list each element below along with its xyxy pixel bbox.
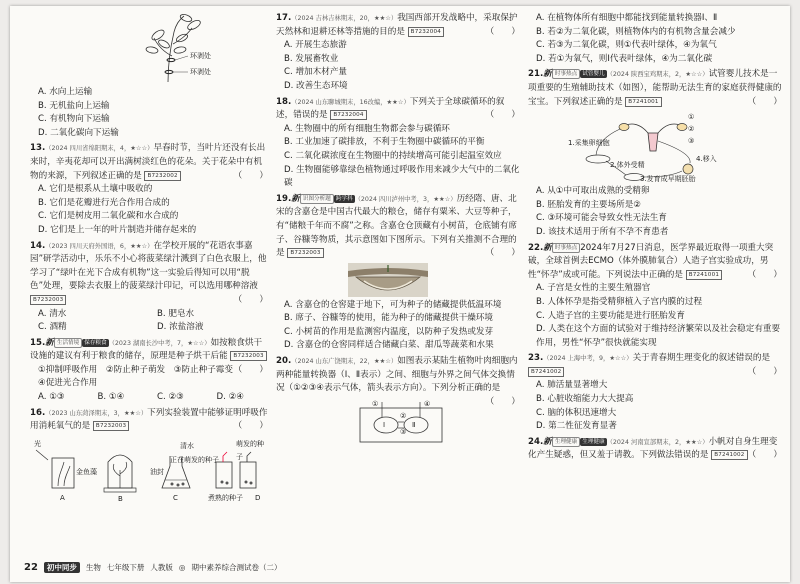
- q20-option-c: C. 若③为二氧化碳，则①代表叶绿体，④为氧气: [536, 40, 717, 51]
- q19-tag-1: 识图分析题: [300, 194, 334, 204]
- column-left: [30, 12, 268, 504]
- q21-tag-2: 试管婴儿: [582, 71, 605, 78]
- q20-figure: [276, 398, 520, 446]
- q23-option-b: B. 心脏收缩能力大大提高: [536, 394, 634, 405]
- q16-number: 16.: [30, 407, 46, 418]
- footer-title: 期中素养综合测试卷（二）: [191, 562, 282, 572]
- q21-source: （2024 陕西宝鸡期末，2，★☆☆）: [606, 71, 709, 79]
- q18-code: B7232004: [330, 110, 366, 120]
- column-middle: [276, 12, 520, 448]
- q22-tag-1: 时事热点: [552, 243, 580, 253]
- question-16: [30, 407, 268, 434]
- fig16-label-cooked: 煮熟的种子: [208, 493, 243, 502]
- fig21-label-2: ②: [688, 125, 695, 134]
- tree-branch-ring-bark-figure: [110, 14, 230, 84]
- q15-option-d: D. ②④: [216, 392, 244, 403]
- new-badge-icon: 新: [543, 436, 552, 447]
- q13-code: B7232002: [144, 171, 180, 181]
- q17-option-a: A. 开展生态旅游: [284, 40, 347, 51]
- q21-option-c: C. ③环境可能会导致女性无法生育: [536, 213, 667, 224]
- fig-label-ring-1: 环剥处: [190, 52, 211, 60]
- q20-answer-paren: （ ）: [485, 396, 520, 407]
- q15-tag-2: 保存粮食: [84, 339, 107, 346]
- series-brand: 初中同步: [44, 562, 80, 573]
- fig16-letter-b: B: [118, 494, 123, 503]
- q20-number: 20.: [276, 356, 292, 367]
- q17-number: 17.: [276, 13, 292, 23]
- q18-option-c: C. 二氧化碳浓度在生物圈中的持续增高可能引起温室效应: [284, 150, 502, 161]
- q15-answer-paren: （ ）: [233, 364, 268, 375]
- q19-number: 19.: [276, 193, 292, 204]
- question-19-options: [276, 299, 520, 353]
- question-24: [528, 436, 782, 463]
- q23-option-a: A. 肺活量显著增大: [536, 380, 608, 391]
- q16-answer-paren: （ ）: [233, 421, 268, 432]
- q20-source: （2024 山东广饶期末，22，★★☆）: [291, 358, 398, 366]
- fig20-label-2: ②: [400, 411, 407, 420]
- fig21-step-4: 4.移入: [696, 155, 717, 164]
- q17-option-c: C. 增加木材产量: [284, 67, 348, 78]
- q15-option-a: A. ①③: [38, 392, 65, 403]
- question-22: [528, 242, 782, 351]
- q14-code: B7232003: [30, 295, 66, 305]
- q23-option-c: C. 脑的体积迅速增大: [536, 407, 617, 418]
- page-number: 22: [24, 561, 38, 573]
- q13-option-c: C. 它们是树皮用二氧化碳和水合成的: [38, 211, 179, 222]
- q15-option-b: B. ①④: [97, 392, 125, 403]
- fig21-step-1: 1.采集卵细胞: [568, 139, 610, 148]
- q22-number: 22.: [528, 242, 544, 253]
- q14-answer-paren: （ ）: [233, 294, 268, 305]
- q21-figure: [528, 111, 782, 183]
- q23-option-d: D. 第二性征发育显著: [536, 421, 617, 432]
- q23-code: B7241002: [528, 367, 564, 377]
- q20-option-d: D. 若①为氧气，则Ⅰ代表叶绿体，④为二氧化碳: [536, 53, 713, 64]
- q18-stem: 下列关于全球碳循环的叙述，错误的是: [276, 96, 505, 121]
- q22-answer-paren: （ ）: [747, 269, 782, 280]
- q22-code: B7241001: [686, 270, 722, 280]
- q12-option-b: B. 无机盐向上运输: [38, 100, 110, 111]
- question-20: [276, 355, 520, 407]
- q21-option-a: A. 从①中可取出成熟的受精卵: [536, 186, 650, 197]
- q18-answer-paren: （ ）: [485, 110, 520, 121]
- q19-tag-2: 跨学科: [335, 195, 353, 202]
- q13-option-a: A. 它们是根系从土壤中吸收的: [38, 184, 153, 195]
- q15-stem: 如按粮食烘干设施的建议有利于粮食的储存，原理是种子烘干后能: [30, 337, 263, 362]
- q13-option-b: B. 它们是花瓣进行光合作用合成的: [38, 197, 170, 208]
- fig20-label-I: Ⅰ: [383, 420, 386, 429]
- q17-option-d: D. 改善生态环境: [284, 80, 348, 91]
- fig16-label-pondweed: 金鱼藻: [76, 467, 97, 476]
- exam-page: [10, 6, 790, 582]
- footer-edition: 人教版: [150, 562, 173, 572]
- q15-option-c: C. ②③: [157, 392, 184, 403]
- q20-option-b: B. 若②为二氧化碳，则植物体内的有机物含量会减少: [536, 26, 736, 37]
- q14-option-b: B. 肥皂水: [157, 308, 195, 319]
- q14-number: 14.: [30, 240, 46, 251]
- q21-options: [528, 185, 782, 239]
- q18-option-b: B. 工业加速了碳排放，不利于生物圈中碳循环的平衡: [284, 137, 485, 148]
- q14-option-d: D. 浓盐溶液: [157, 322, 204, 333]
- question-17: [276, 12, 520, 94]
- q15-statement-1: ①抑制呼吸作用 ②防止种子萌发 ③防止种子霉变: [38, 364, 233, 375]
- q19-figure: [276, 263, 520, 297]
- question-23: [528, 352, 782, 434]
- q17-source: （2024 吉林吉林期末，20，★★☆）: [291, 15, 398, 22]
- q14-option-c: C. 酒精: [38, 322, 67, 333]
- q15-source: （2023 湖南长沙中考，7，★☆☆）: [108, 339, 211, 347]
- fig20-label-4: ④: [424, 399, 431, 408]
- fig16-letter-c: C: [173, 493, 178, 502]
- q15-number: 15.: [30, 337, 46, 348]
- q18-option-a: A. 生物圈中的所有细胞生物都会参与碳循环: [284, 123, 450, 134]
- q24-number: 24.: [528, 436, 544, 447]
- q18-number: 18.: [276, 96, 292, 107]
- q15-code: B7232003: [230, 351, 266, 361]
- new-badge-icon: 新: [291, 193, 300, 204]
- q13-source: （2024 四川省绵阳期末，4，★☆☆）: [45, 145, 154, 153]
- q21-answer-paren: （ ）: [747, 96, 782, 107]
- fig20-label-II: Ⅱ: [412, 420, 416, 429]
- question-15: [30, 337, 268, 405]
- q21-option-b: B. 胚胎发育的主要场所是②: [536, 199, 642, 210]
- q23-source: （2024 上海中考，9，★☆☆）: [543, 355, 633, 363]
- question-19: [276, 193, 520, 261]
- q13-answer-paren: （ ）: [233, 170, 268, 181]
- question-18: [276, 96, 520, 191]
- q20-option-a: A. 在植物体所有细胞中都能找到能量转换器Ⅰ、Ⅱ: [536, 13, 718, 23]
- fig16-label-germinating: 正在萌发的种子: [170, 455, 219, 464]
- q16-figure: [30, 436, 268, 502]
- fig21-step-2: 2.体外受精: [610, 161, 645, 170]
- q17-code: B7232004: [408, 27, 444, 37]
- q23-answer-paren: （ ）: [747, 366, 782, 377]
- q24-tag-1: 生理健康: [552, 437, 580, 447]
- fig16-label-sprouting: 萌发的种子: [236, 439, 264, 462]
- q17-option-b: B. 发展畜牧业: [284, 53, 339, 64]
- q19-answer-paren: （ ）: [485, 248, 520, 259]
- q13-number: 13.: [30, 143, 46, 154]
- q13-stem: 早春时节，当叶片还没有长出来时，辛夷花却可以开出满树淡红色的花朵。关于花朵中有机物的来源，下列叙述正确的是: [30, 143, 266, 181]
- q19-stem: 历经隋、唐、北宋的含嘉仓是中国古代最大的粮仓，储存有粟米、大豆等种子，有“储粮千年而不腐”之称。含嘉仓仓顶藏有小树苗，仓底铺有席子、谷糠等物质，其示意图如下图所示。下列有关推测不合理的是: [276, 193, 517, 259]
- q13-option-d: D. 它们是上一年的叶片制造并储存起来的: [38, 224, 197, 235]
- q21-option-d: D. 该技术适用于所有不孕不育患者: [536, 226, 669, 237]
- q19-option-b: B. 席子、谷糠等的使用，能为种子的储藏提供干燥环境: [284, 313, 494, 324]
- q22-option-b: B. 人体怀孕是指受精卵植入子宫内膜的过程: [536, 296, 703, 307]
- q12-option-a: A. 水向上运输: [38, 87, 93, 97]
- q14-option-a: A. 清水: [38, 308, 67, 319]
- q24-source: （2024 河南宣部期末，2，★★☆）: [606, 438, 709, 446]
- q21-number: 21.: [528, 69, 544, 80]
- q19-source: （2024 四川泸州中考，3，★★☆）: [354, 195, 457, 203]
- q19-option-c: C. 小树苗的作用是监测窖内温度，以防种子发热或发芽: [284, 326, 494, 337]
- q19-code: B7232003: [287, 248, 323, 258]
- fig16-label-light: 光: [34, 439, 41, 448]
- page-footer: [24, 560, 281, 574]
- q15-statement-2: ④促进光合作用: [38, 378, 98, 389]
- q15-tag-1: 生活情境: [54, 338, 82, 348]
- q17-stem: 我国西部开发战略中，采取保护天然林和退耕还林等措施的目的是: [276, 13, 518, 37]
- q20-options: [528, 12, 782, 66]
- target-icon: ◎: [178, 562, 186, 572]
- q24-tag-2: 生理健康: [582, 438, 605, 445]
- q14-source: （2023 四川天府外国语，6，★★☆）: [45, 242, 154, 250]
- q19-option-d: D. 含嘉仓的仓窖同样适合储藏白菜、甜瓜等蔬菜和水果: [284, 340, 494, 351]
- q18-source: （2024 山东聊城期末，16改编，★★☆）: [291, 98, 410, 106]
- q20-stem: 如图表示某陆生植物叶肉细胞内两种能量转换器（Ⅰ、Ⅱ表示）之间、细胞与外界之间气体交换情况（①②③④表示气体，箭头表示方向）。下列分析正确的是: [276, 356, 518, 394]
- q21-stem: 试管婴儿技术是一项重要的生殖辅助技术（如图），能帮助无法生育的家庭获得健康的宝宝。下列叙述正确的是: [528, 69, 782, 107]
- q12-option-c: C. 有机物向下运输: [38, 114, 110, 125]
- q12-options: [30, 86, 268, 140]
- question-14: [30, 240, 268, 335]
- footer-subject: 生物: [85, 562, 101, 572]
- q21-tag-1: 时事热点: [552, 69, 580, 79]
- footer-grade: 七年级下册: [106, 562, 145, 572]
- fig-label-ring-2: 环剥处: [190, 68, 211, 76]
- q22-option-a: A. 子宫是女性的主要生殖器官: [536, 283, 651, 294]
- column-right: [528, 12, 782, 465]
- fig16-label-oil: 油封: [150, 467, 164, 476]
- fig21-step-3: 3.发育成早期胚胎: [640, 175, 696, 184]
- q23-number: 23.: [528, 353, 544, 364]
- fig21-label-1: ①: [688, 113, 695, 122]
- fig16-label-water: 清水: [180, 441, 194, 450]
- q12-figure: [30, 14, 268, 84]
- q16-code: B7232003: [93, 421, 129, 431]
- q14-stem: 在学校开展的“花语农事嘉园”研学活动中，乐乐不小心将菠菜绿汁溅到了白色衣服上，他学习了“绿叶在光下合成有机物”这一实验后得知可以用“脱色”处理，要除去衣服上的菠菜绿汁印记，可以选用哪种溶液: [30, 240, 267, 292]
- q17-answer-paren: （ ）: [485, 26, 520, 37]
- question-13: [30, 142, 268, 237]
- q16-source: （2023 山东菏泽期末，3，★★☆）: [45, 409, 148, 417]
- q16-stem: 下列实验装置中能够证明呼吸作用消耗氧气的是: [30, 407, 268, 432]
- question-21: [528, 68, 782, 109]
- fig20-label-1: ①: [372, 399, 379, 408]
- q18-option-d: D. 生物圈能够靠绿色植物通过呼吸作用来减少大气中的二氧化碳: [284, 164, 520, 189]
- q22-option-c: C. 人造子宫的主要功能是进行胚胎发育: [536, 310, 685, 321]
- q21-code: B7241001: [625, 97, 661, 107]
- new-badge-icon: 新: [543, 242, 552, 253]
- granary-pit-figure: [348, 263, 428, 297]
- fig16-letter-a: A: [60, 493, 65, 502]
- fig21-label-3: ③: [688, 137, 695, 146]
- q23-stem: 关于青春期生理变化的叙述错误的是: [632, 353, 771, 364]
- q24-code: B7241002: [711, 450, 747, 460]
- q24-answer-paren: （ ）: [747, 450, 782, 461]
- new-badge-icon: 新: [45, 337, 54, 348]
- q22-stem: 2024年7月27日消息，医学界最近取得一项重大突破，全球首例去ECMO（体外膜肺氧合）人造子宫实验成功，男性“怀孕”成或可能。下列说法中正确的是: [528, 242, 774, 280]
- fig16-letter-d: D: [255, 493, 261, 502]
- q24-stem: 小帆对自身生理变化产生疑惑，但又羞于请教。下列做法错误的是: [528, 436, 778, 461]
- q22-option-d: D. 人类在这个方面的试验对于维持经济繁荣以及社会稳定有重要作用，男性“怀孕”很快就能实现: [536, 324, 781, 348]
- q12-option-d: D. 二氧化碳向下运输: [38, 127, 119, 138]
- new-badge-icon: 新: [543, 69, 552, 80]
- q19-option-a: A. 含嘉仓的仓窖建于地下，可为种子的储藏提供低温环境: [284, 299, 502, 310]
- fig20-label-3: ③: [400, 427, 407, 436]
